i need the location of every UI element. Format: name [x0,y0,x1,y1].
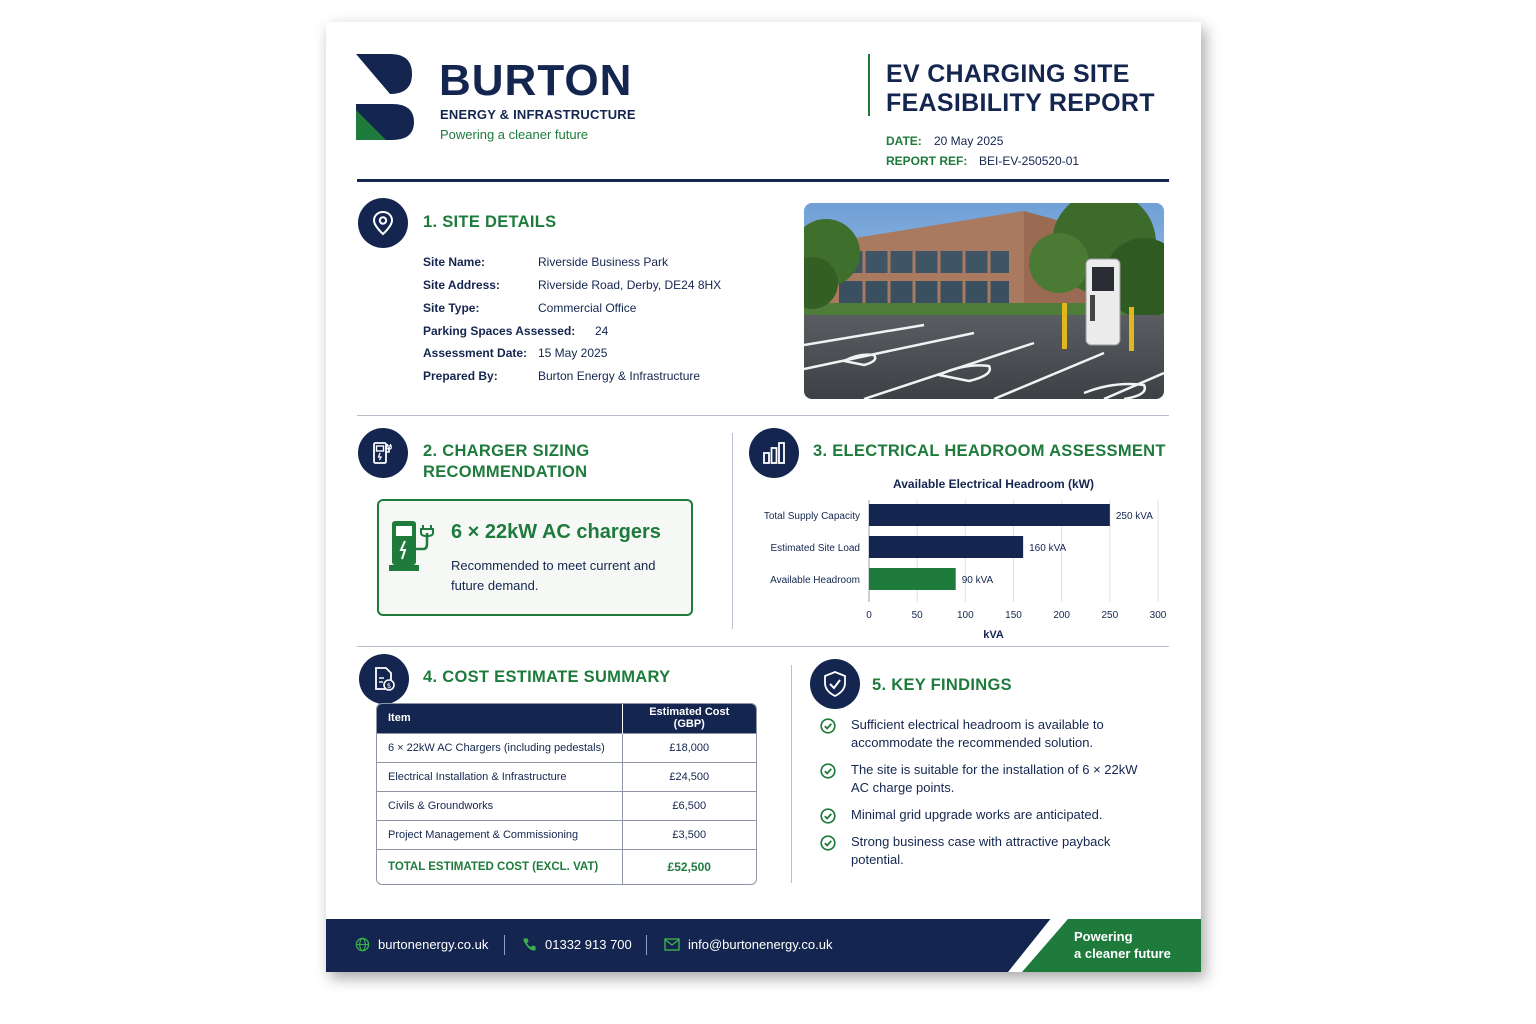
section-divider [357,646,1169,647]
data-label: 160 kVA [1029,543,1067,554]
detail-row-parking-spaces [423,324,608,338]
finding-item [820,833,1140,869]
tick-label: 300 [1149,610,1167,621]
key-findings-title: 5. KEY FINDINGS [872,676,1012,694]
column-header-item: Item [377,704,622,733]
report-date [886,134,1003,148]
detail-row-prepared-by [423,369,700,383]
data-label: 90 kVA [961,575,994,586]
cost-estimate-title: 4. COST ESTIMATE SUMMARY [423,668,671,686]
footer-phone[interactable] [522,937,632,952]
title-accent-bar [868,54,870,116]
table-row [377,762,756,791]
detail-label: Site Type: [423,301,480,315]
charger-description: Recommended to meet current and future demand. [451,558,656,593]
report-title-line1: EV CHARGING SITE [886,60,1130,88]
tick-label: 250 [1101,610,1119,621]
finding-text: Strong business case with attractive payback potential. [851,834,1111,867]
email-icon [664,938,680,951]
check-circle-icon [820,808,836,824]
headroom-bar-chart [746,470,1176,640]
cost-value: £18,000 [622,733,756,762]
finding-item [820,716,1140,752]
footer-tagline-line2: a cleaner future [1074,946,1171,961]
charger-sizing-title [423,441,589,483]
ref-value: BEI-EV-250520-01 [979,154,1080,168]
finding-item [820,806,1140,824]
report-title-line2: FEASIBILITY REPORT [886,89,1155,117]
footer-email[interactable] [664,937,833,952]
burton-logo-icon [356,54,418,144]
phone-text: 01332 913 700 [545,937,632,952]
site-details-title: 1. SITE DETAILS [423,213,557,231]
table-header-row [377,704,756,733]
detail-row-site-name [423,255,668,269]
section-divider [357,415,1169,416]
cost-item: Project Management & Commissioning [377,820,622,849]
report-title [886,60,1186,118]
column-divider [791,665,792,883]
detail-value: Burton Energy & Infrastructure [538,369,701,383]
detail-value: 15 May 2025 [538,346,608,360]
report-page [326,22,1201,972]
finding-item [820,761,1140,797]
detail-row-site-type [423,301,636,315]
charger-recommendation-card [377,499,693,616]
bar [869,536,1023,558]
brand-tagline: Powering a cleaner future [440,127,589,142]
category-label: Available Headroom [770,575,860,586]
x-axis-label: kVA [983,629,1004,640]
cost-value: £3,500 [622,820,756,849]
ev-charger-icon [358,428,408,478]
category-label: Total Supply Capacity [763,511,860,522]
report-ref [886,154,1079,168]
detail-label: Parking Spaces Assessed: [423,324,576,338]
website-text: burtonenergy.co.uk [378,937,489,952]
charger-sizing-title-line2: RECOMMENDATION [423,463,588,481]
charger-sizing-title-line1: 2. CHARGER SIZING [423,442,590,460]
cost-item: 6 × 22kW AC Chargers (including pedestals) [377,733,622,762]
cost-table [376,703,757,885]
footer-tagline-line1: Powering [1074,929,1133,944]
finding-text: The site is suitable for the installation of 6 × 22kW AC charge points. [851,762,1138,795]
invoice-icon [359,654,409,704]
chart-title: Available Electrical Headroom (kW) [893,477,1094,491]
cost-item: Electrical Installation & Infrastructure [377,762,622,791]
footer-divider [504,935,505,955]
tick-label: 50 [911,610,923,621]
check-circle-icon [820,718,836,734]
email-text: info@burtonenergy.co.uk [688,937,833,952]
table-row [377,733,756,762]
table-row [377,820,756,849]
data-label: 250 kVA [1115,511,1153,522]
location-pin-icon [358,198,408,248]
bar [869,568,956,590]
tick-label: 100 [956,610,974,621]
check-circle-icon [820,763,836,779]
bar [869,504,1110,526]
footer-tagline [1074,928,1171,962]
column-header-cost: Estimated Cost (GBP) [622,704,756,733]
total-value: £52,500 [622,849,756,885]
table-row [377,791,756,820]
detail-value: Riverside Road, Derby, DE24 8HX [538,278,722,292]
table-total-row [377,849,756,885]
finding-text: Minimal grid upgrade works are anticipated. [851,807,1103,822]
detail-row-assessment-date [423,346,607,360]
finding-text: Sufficient electrical headroom is available to accommodate the recommended solution. [851,717,1104,750]
green-charger-icon [389,519,435,575]
detail-label: Prepared By: [423,369,498,383]
detail-row-site-address [423,278,721,292]
cost-value: £6,500 [622,791,756,820]
header-divider [357,179,1169,182]
date-value: 20 May 2025 [934,134,1004,148]
tick-label: 150 [1005,610,1022,621]
ref-label: REPORT REF: [886,154,968,168]
detail-label: Site Name: [423,255,486,269]
shield-check-icon [810,659,860,709]
tick-label: 200 [1053,610,1071,621]
detail-label: Assessment Date: [423,346,528,360]
cost-item: Civils & Groundworks [377,791,622,820]
footer-website[interactable] [355,937,488,952]
charger-headline: 6 × 22kW AC chargers [451,521,661,543]
column-divider [732,433,733,629]
brand-name: BURTON [439,56,633,105]
globe-icon [355,937,370,952]
footer-divider [646,935,647,955]
date-label: DATE: [886,134,922,148]
cost-value: £24,500 [622,762,756,791]
site-photo [804,203,1164,399]
svg-text:$: $ [386,682,392,690]
total-label: TOTAL ESTIMATED COST (EXCL. VAT) [377,849,622,885]
headroom-title: 3. ELECTRICAL HEADROOM ASSESSMENT [813,442,1166,460]
phone-icon [522,937,537,952]
detail-label: Site Address: [423,278,500,292]
tick-label: 0 [866,610,872,621]
detail-value: Riverside Business Park [538,255,669,269]
detail-value: Commercial Office [538,301,637,315]
category-label: Estimated Site Load [770,543,860,554]
check-circle-icon [820,835,836,851]
brand-subtitle: ENERGY & INFRASTRUCTURE [440,107,636,122]
detail-value: 24 [595,324,609,338]
